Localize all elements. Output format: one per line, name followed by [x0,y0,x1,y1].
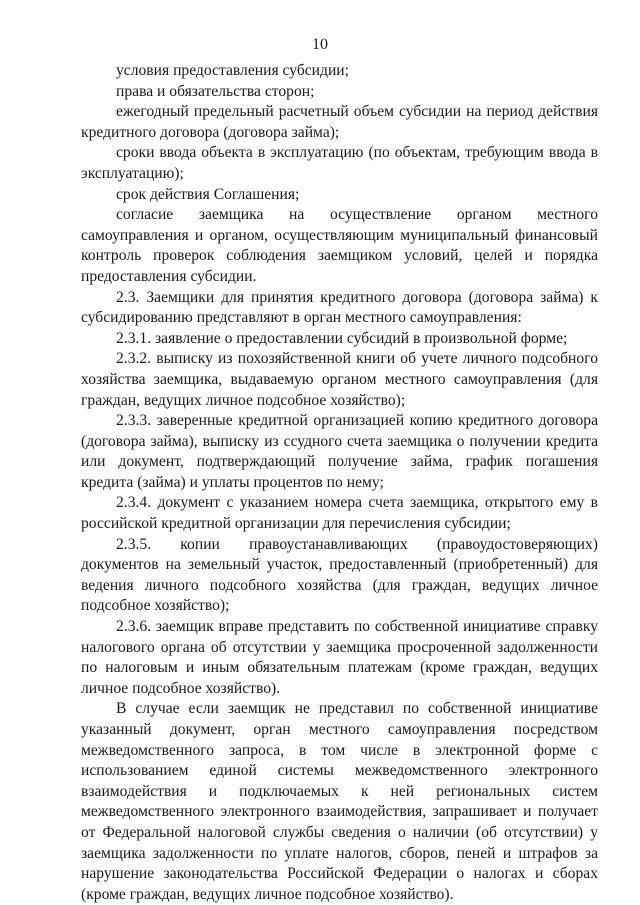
paragraph-2-3-5: 2.3.5. копии правоустанавливающих (правоудостоверяющих) документов на земельный участок, предоставленный (приобретенный) для ведения личного подсобного хозяйства (для граждан, ведущих личное подсобное хозяйство); [81,535,598,615]
page-number: 10 [312,36,328,53]
paragraph-agreement-term: срок действия Соглашения; [116,185,300,203]
document-body [81,61,598,905]
paragraph-interagency-request: В случае если заемщик не представил по собственной инициативе указанный документ, орган местного самоуправления посредством межведомственного запроса, в том числе в электронной форме с использованием единой системы межведомственного электронного взаимодействия и подключаемых к ней региональных систем межведомственного электронного взаимодействия, запрашивает и получает от Федеральной налоговой службы сведения о наличии (об отсутствии) у заемщика задолженности по уплате налогов, сборов, пеней и штрафов за нарушение законодательства Российской Федерации о налогах и сборах (кроме граждан, ведущих личное подсобное хозяйство). [81,700,598,903]
paragraph-2-3: 2.3. Заемщики для принятия кредитного договора (договора займа) к субсидированию представляют в орган местного самоуправления: [81,288,598,327]
paragraph-2-3-2: 2.3.2. выписку из похозяйственной книги об учете личного подсобного хозяйства заемщика, выдаваемую органом местного самоуправления (для граждан, ведущих личное подсобное хозяйство); [81,350,598,409]
paragraph-commissioning-terms: сроки ввода объекта в эксплуатацию (по объектам, требующим ввода в эксплуатацию); [81,144,598,182]
paragraph-annual-volume: ежегодный предельный расчетный объем субсидии на период действия кредитного договора (договора займа); [81,103,598,141]
paragraph-2-3-3: 2.3.3. заверенные кредитной организацией копию кредитного договора (договора займа), выписку из ссудного счета заемщика о получении кредита или документ, подтверждающий получение займа, график погашения кредита (займа) и уплаты процентов по нему; [81,412,598,491]
paragraph-borrower-consent: согласие заемщика на осуществление органом местного самоуправления и органом, осуществляющим муниципальный финансовый контроль проверок соблюдения заемщиком условий, целей и порядка предоставления субсидии. [81,206,598,285]
paragraph-rights: права и обязательства сторон; [116,82,315,100]
paragraph-2-3-4: 2.3.4. документ с указанием номера счета заемщика, открытого ему в российской кредитной организации для перечисления субсидии; [81,494,598,533]
paragraph-2-3-6: 2.3.6. заемщик вправе представить по собственной инициативе справку налогового органа об отсутствии у заемщика просроченной задолженности по налоговым и иным обязательным платежам (кроме граждан, ведущих личное подсобное хозяйство). [81,618,598,697]
paragraph-conditions: условия предоставления субсидии; [116,62,349,79]
paragraph-2-3-1: 2.3.1. заявление о предоставлении субсидий в произвольной форме; [116,329,568,347]
